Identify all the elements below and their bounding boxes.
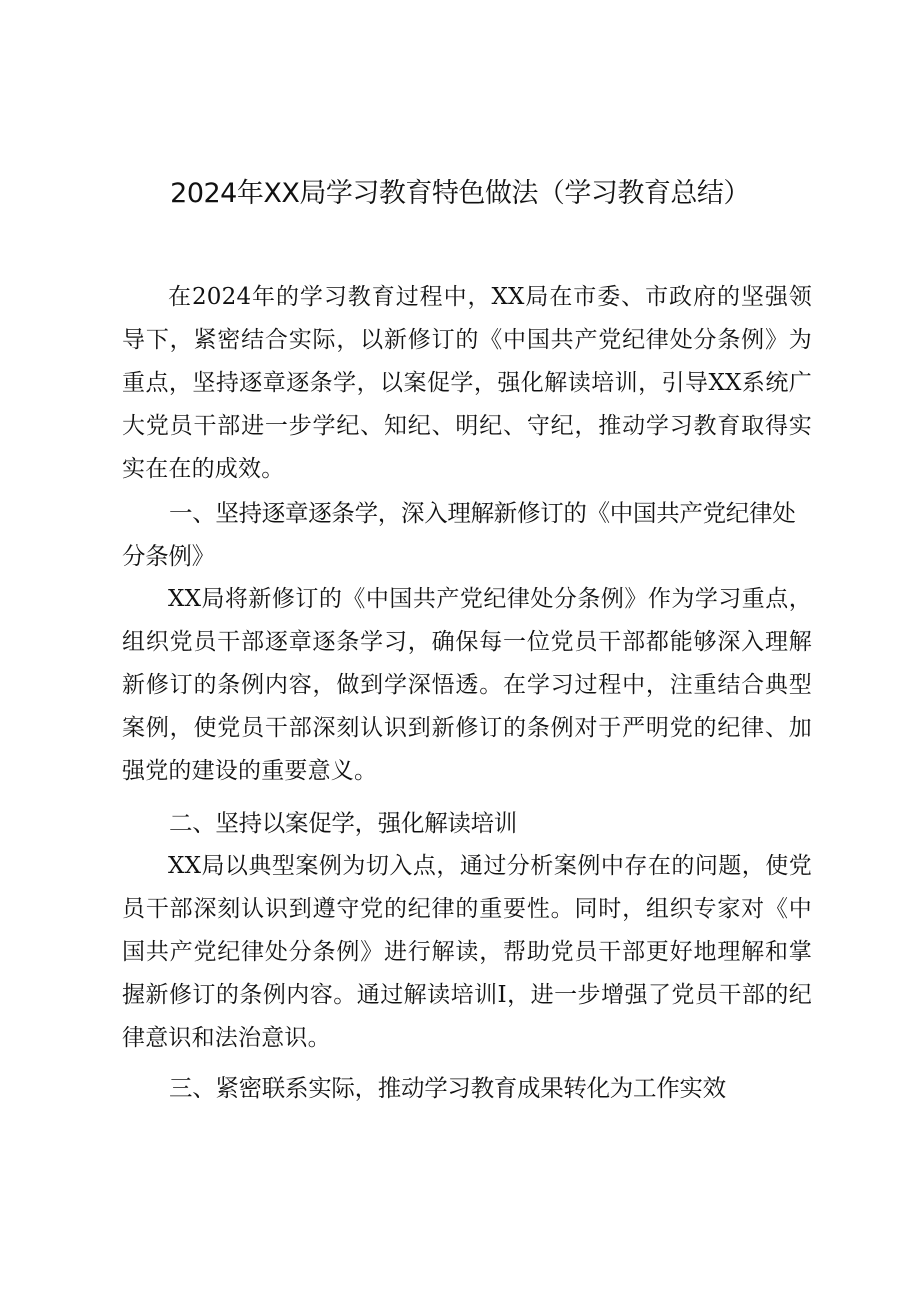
section-heading-1: 一、坚持逐章逐条学，深入理解新修订的《中国共产党纪律处分条例》 — [122, 499, 796, 570]
section-heading-2: 二、坚持以案促学，强化解读培训 — [169, 809, 517, 837]
section-body-2: XX局以典型案例为切入点，通过分析案例中存在的问题，使党员干部深刻认识到遵守党的纪律的重要性。同时，组织专家对《中国共产党纪律处分条例》进行解读，帮助党员干部更好地理解和掌握新修订的条例内容。通过解读培训I，进一步增强了党员干部的纪律意识和法治意识。 — [122, 853, 812, 1051]
section-body-1: XX局将新修订的《中国共产党纪律处分条例》作为学习重点，组织党员干部逐章逐条学习，确保每一位党员干部都能够深入理解新修订的条例内容，做到学深悟透。在学习过程中，注重结合典型案例，使党员干部深刻认识到新修订的条例对于严明党的纪律、加强党的建设的重要意义。 — [122, 586, 812, 784]
document-title: 2024年XX局学习教育特色做法（学习教育总结） — [170, 178, 750, 209]
intro-paragraph: 在2024年的学习教育过程中，XX局在市委、市政府的坚强领导下，紧密结合实际，以新修订的《中国共产党纪律处分条例》为重点，坚持逐章逐条学，以案促学，强化解读培训，引导XX系统广大党员干部进一步学纪、知纪、明纪、守纪，推动学习教育取得实实在在的成效。 — [122, 284, 812, 482]
section-heading-3: 三、紧密联系实际，推动学习教育成果转化为工作实效 — [169, 1074, 726, 1102]
